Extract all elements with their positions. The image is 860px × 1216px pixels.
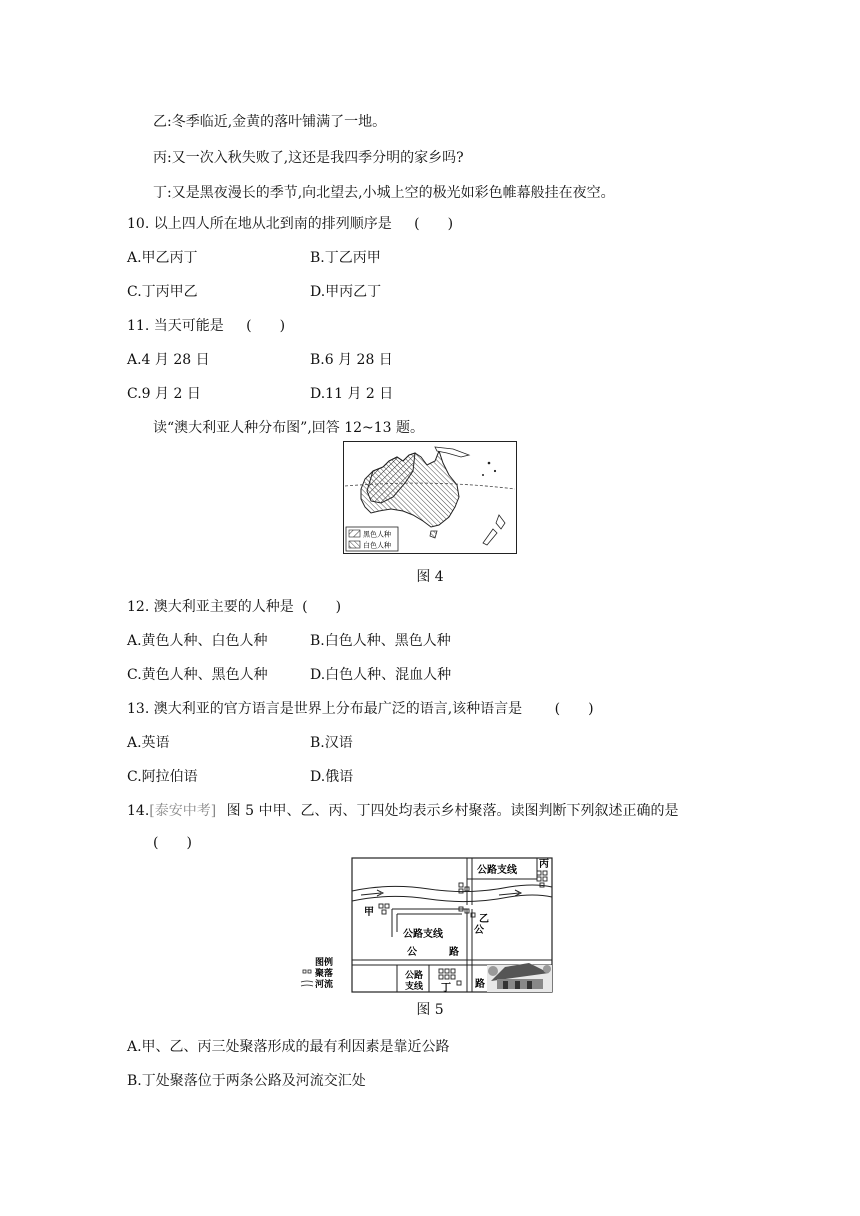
option-d: D.甲丙乙丁	[310, 284, 382, 300]
main-road-label-1: 公	[407, 947, 417, 958]
figure-5-caption: 图 5	[416, 1002, 444, 1018]
island	[488, 462, 491, 465]
question-14	[127, 801, 678, 821]
passage-line-ding: 丁:又是黑夜漫长的季节,向北望去,小城上空的极光如彩色帷幕般挂在夜空。	[153, 185, 615, 201]
answer-paren: ( )	[414, 216, 454, 232]
legend-settlement: 聚落	[315, 969, 334, 979]
answer-paren: ( )	[246, 318, 286, 334]
right-road-label-1: 公	[474, 925, 484, 936]
legend-white-race: 白色人种	[363, 541, 391, 550]
option-b: B.丁乙丙甲	[310, 250, 381, 266]
legend-black-race: 黑色人种	[363, 530, 391, 539]
question-stem: 图 5 中甲、乙、丙、丁四处均表示乡村聚落。读图判断下列叙述正确的是	[226, 803, 679, 819]
branch-label-bottom-2: 支线	[405, 982, 424, 992]
legend-river: 河流	[315, 980, 334, 990]
figure-4-caption: 图 4	[416, 569, 444, 585]
option-c: C.阿拉伯语	[127, 769, 198, 785]
australia-race-map	[343, 441, 517, 554]
answer-paren: ( )	[554, 701, 594, 717]
option-d: D.白色人种、混血人种	[310, 667, 452, 683]
option-b: B.白色人种、黑色人种	[310, 633, 451, 649]
option-b: B.6 月 28 日	[310, 352, 393, 368]
label-yi: 乙	[479, 914, 489, 925]
island	[482, 474, 484, 476]
option-c: C.丁丙甲乙	[127, 284, 198, 300]
option-b: B.丁处聚落位于两条公路及河流交汇处	[127, 1073, 366, 1089]
river-legend-icon	[301, 981, 313, 986]
option-a: A.甲乙丙丁	[127, 250, 198, 266]
option-a: A.英语	[127, 735, 170, 751]
question-stem: 10. 以上四人所在地从北到南的排列顺序是	[127, 216, 392, 232]
question-stem: 13. 澳大利亚的官方语言是世界上分布最广泛的语言,该种语言是	[127, 701, 523, 717]
main-road-label-2: 路	[449, 947, 459, 958]
road-branch-label-mid: 公路支线	[403, 929, 443, 940]
road-branch-label-top: 公路支线	[477, 865, 517, 876]
question-10	[127, 214, 453, 234]
option-c: C.黄色人种、黑色人种	[127, 667, 268, 683]
option-a: A.4 月 28 日	[127, 352, 210, 368]
option-d: D.11 月 2 日	[310, 386, 394, 402]
label-bing: 丙	[539, 859, 549, 870]
settlement-legend-icon	[303, 970, 311, 973]
option-d: D.俄语	[310, 769, 354, 785]
legend-title: 图例	[315, 958, 334, 968]
right-road-label-2: 路	[475, 979, 485, 990]
answer-paren: ( )	[302, 599, 342, 615]
answer-paren: ( )	[153, 835, 192, 851]
question-stem: 11. 当天可能是	[127, 318, 224, 334]
source-tag: [泰安中考]	[149, 803, 217, 819]
question-11	[127, 316, 285, 336]
settlement-map	[299, 857, 553, 994]
question-13	[127, 699, 594, 719]
branch-label-bottom-1: 公路	[405, 971, 424, 981]
question-12	[127, 597, 341, 617]
label-jia: 甲	[364, 907, 374, 918]
option-b: B.汉语	[310, 735, 353, 751]
question-number: 14.	[127, 803, 150, 819]
passage-line-yi: 乙:冬季临近,金黄的落叶铺满了一地。	[153, 114, 387, 130]
option-c: C.9 月 2 日	[127, 386, 201, 402]
option-a: A.黄色人种、白色人种	[127, 633, 268, 649]
label-ding: 丁	[441, 983, 451, 994]
option-a: A.甲、乙、丙三处聚落形成的最有利因素是靠近公路	[127, 1039, 450, 1055]
island	[494, 470, 496, 472]
figure-intro: 读“澳大利亚人种分布图”,回答 12~13 题。	[153, 420, 425, 436]
house-photo	[487, 963, 552, 992]
question-stem: 12. 澳大利亚主要的人种是	[127, 599, 294, 615]
passage-line-bing: 丙:又一次入秋失败了,这还是我四季分明的家乡吗?	[153, 150, 464, 166]
